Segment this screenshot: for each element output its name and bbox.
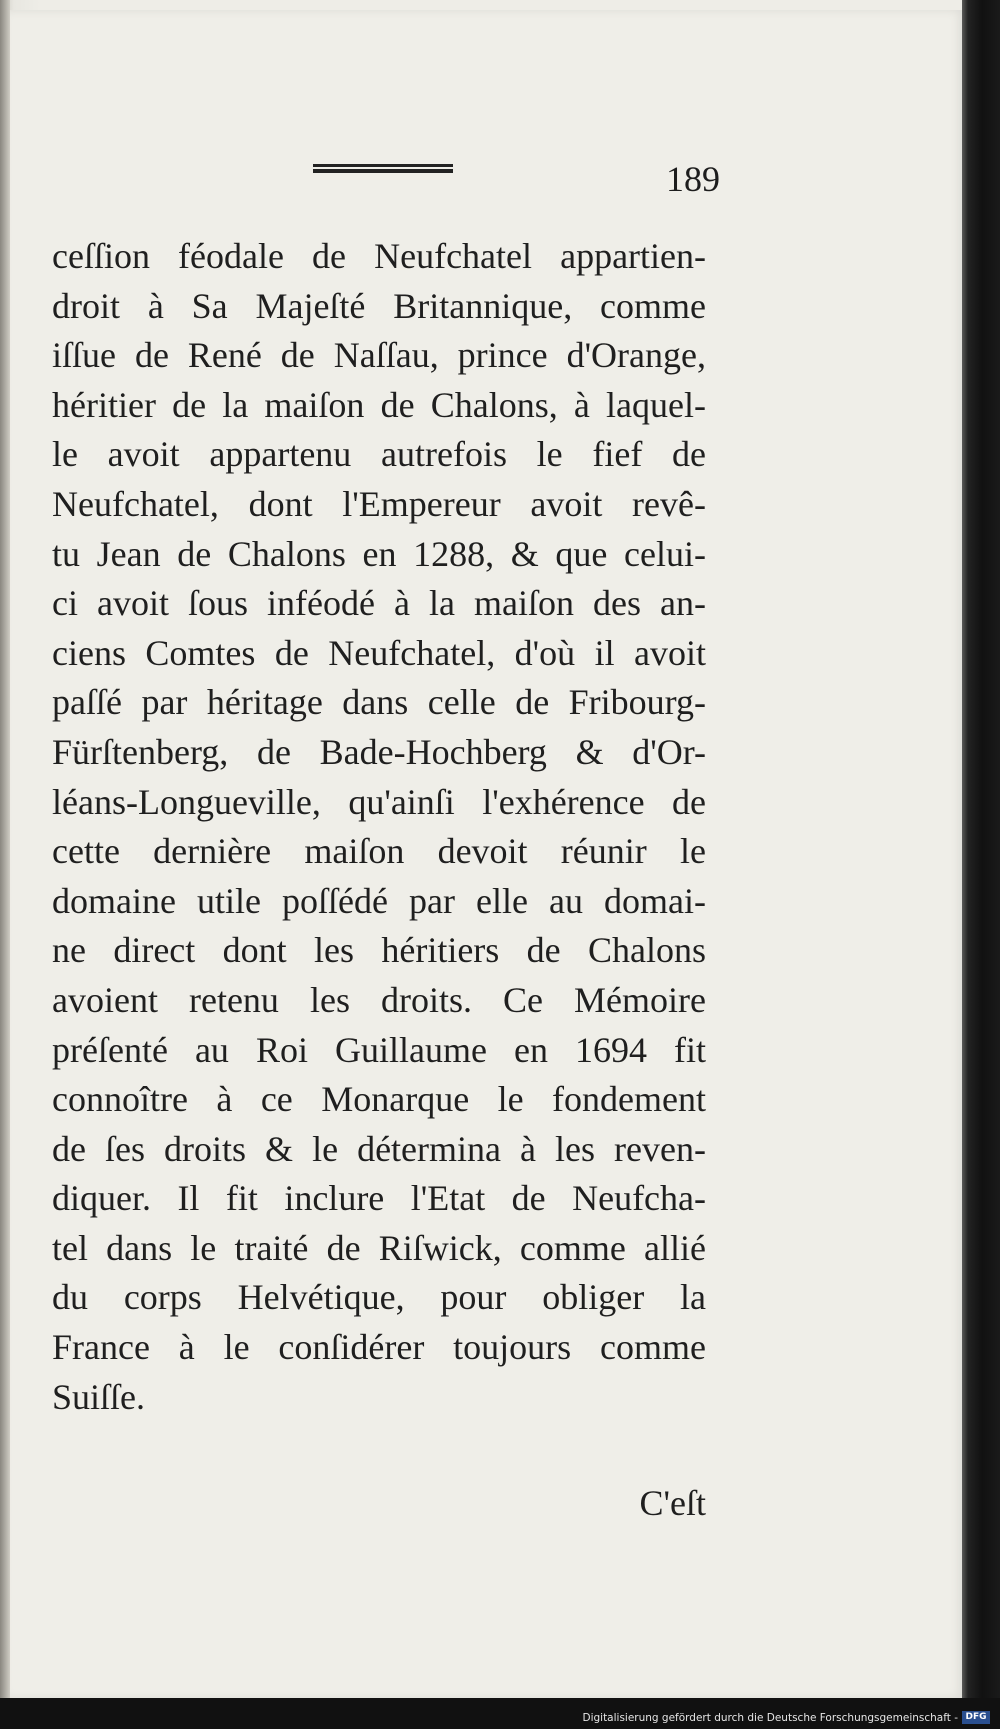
- text-line: Suiſſe.: [52, 1376, 146, 1417]
- text-line: France à le conſidérer toujours comme: [52, 1327, 706, 1368]
- text-line: léans-Longueville, qu'ainſi l'exhérence de: [52, 781, 706, 822]
- text-line: ciens Comtes de Neufchatel, d'où il avoit: [52, 632, 706, 673]
- text-line: ceſſion féodale de Neufchatel appartien-: [52, 236, 706, 276]
- text-line: iſſue de René de Naſſau, prince d'Orange,: [52, 335, 706, 376]
- text-line: diquer. Il fit inclure l'Etat de Neufcha-: [52, 1178, 706, 1219]
- page-number: 189: [666, 159, 720, 199]
- text-line: tu Jean de Chalons en 1288, & que celui-: [52, 533, 706, 574]
- body-text: [52, 232, 706, 1422]
- text-line: avoient retenu les droits. Ce Mémoire: [52, 979, 706, 1020]
- text-line: le avoit appartenu autrefois le fief de: [52, 434, 706, 475]
- text-line: connoître à ce Monarque le fondement: [52, 1079, 706, 1120]
- catchword: C'eſt: [639, 1483, 706, 1523]
- digitization-credit: Digitalisierung gefördert durch die Deutsche Forschungsgemeinschaft -: [582, 1712, 958, 1724]
- text-line: Fürſtenberg, de Bade-Hochberg & d'Or-: [52, 731, 706, 772]
- text-line: droit à Sa Majeſté Britannique, comme: [52, 285, 706, 326]
- text-line: préſenté au Roi Guillaume en 1694 fit: [52, 1029, 706, 1070]
- text-line: Neufchatel, dont l'Empereur avoit revê-: [52, 483, 706, 524]
- text-line: ne direct dont les héritiers de Chalons: [52, 930, 706, 971]
- text-line: cette dernière maiſon devoit réunir le: [52, 831, 706, 872]
- text-line: de ſes droits & le détermina à les reven-: [52, 1128, 706, 1169]
- dfg-logo: DFG: [962, 1711, 990, 1724]
- header-rule: [313, 164, 453, 174]
- text-line: domaine utile poſſédé par elle au domai-: [52, 880, 706, 921]
- book-gutter: [0, 0, 10, 1729]
- text-line: héritier de la maiſon de Chalons, à laquel-: [52, 384, 706, 425]
- text-line: paſſé par héritage dans celle de Fribourg-: [52, 682, 706, 723]
- text-line: du corps Helvétique, pour obliger la: [52, 1277, 706, 1318]
- page-edge-shadow: [962, 0, 1000, 1729]
- text-line: tel dans le traité de Riſwick, comme allié: [52, 1227, 706, 1268]
- text-line: ci avoit ſous inféodé à la maiſon des an-: [52, 583, 706, 624]
